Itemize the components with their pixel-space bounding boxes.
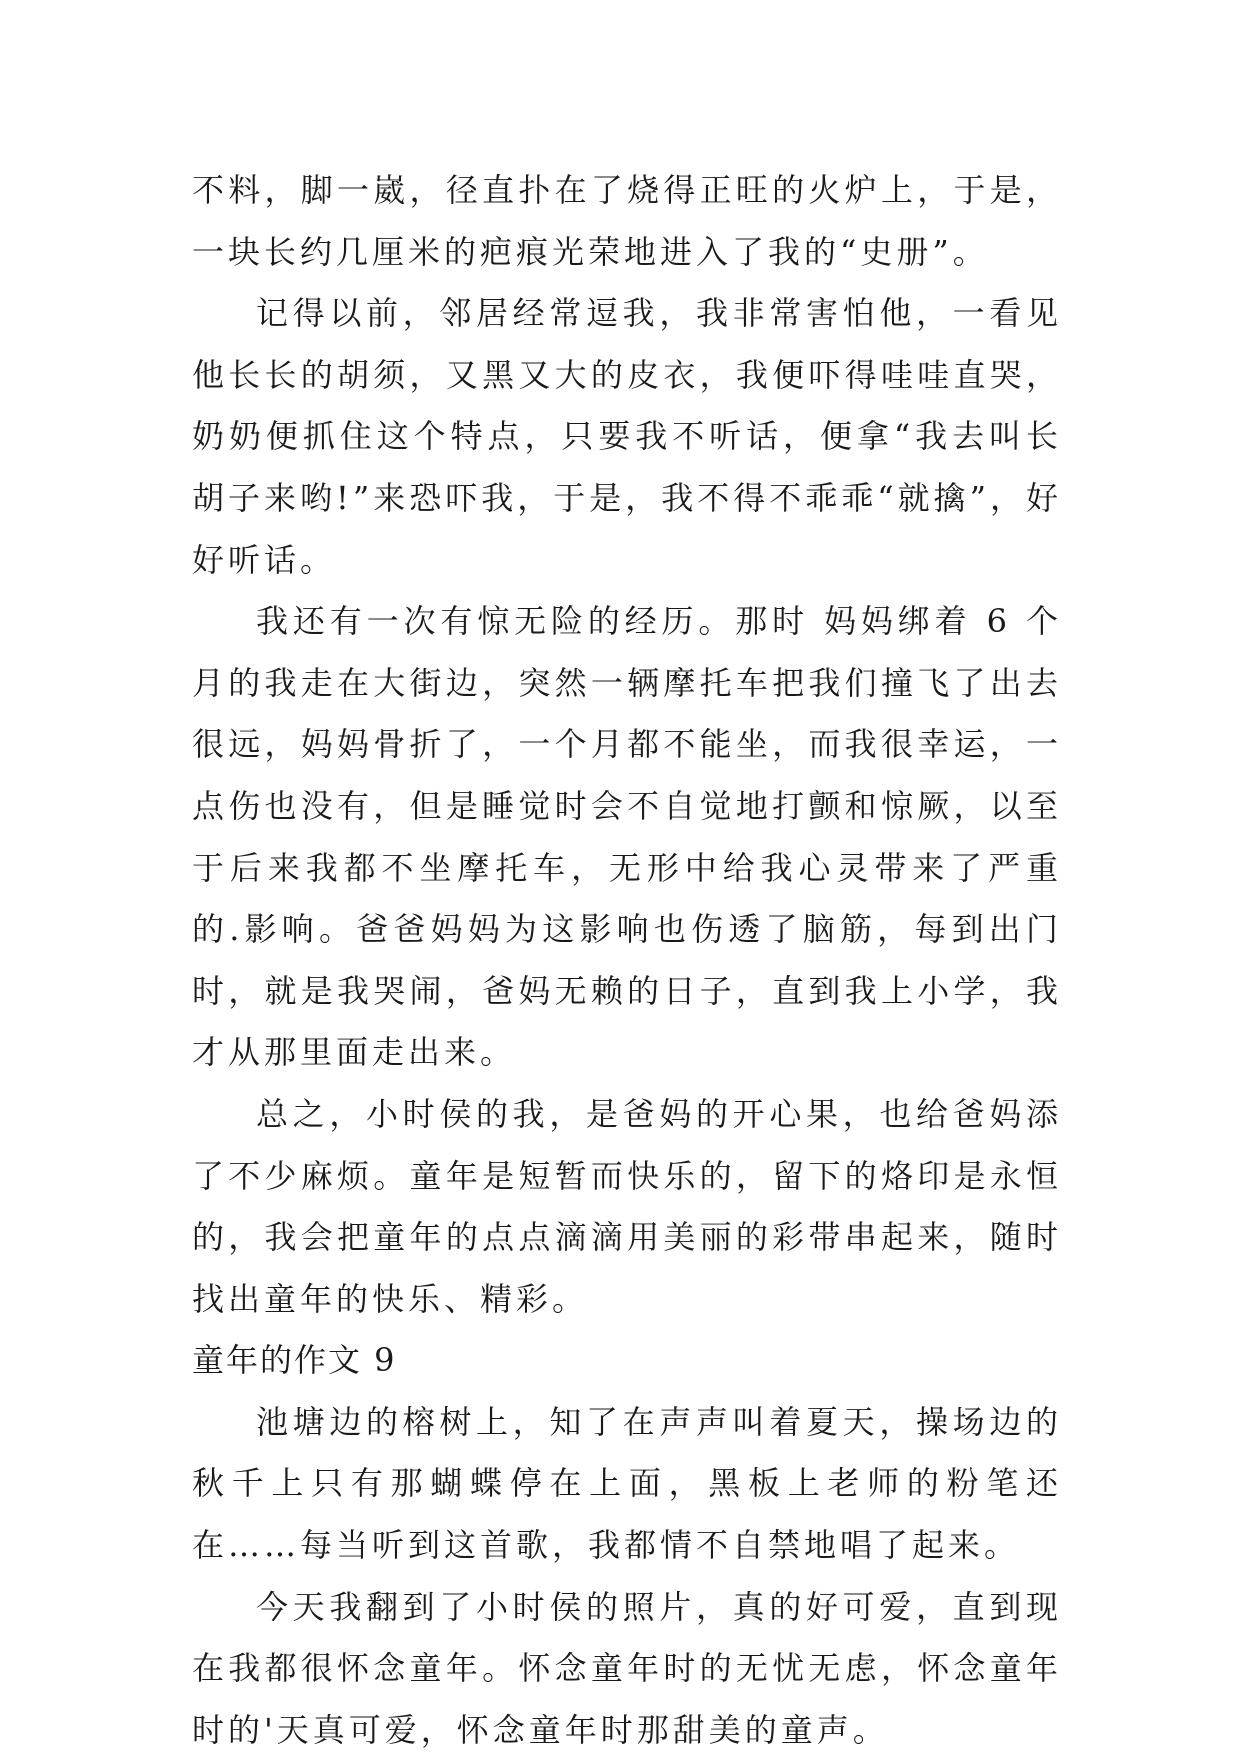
section-heading: 童年的作文 9 xyxy=(192,1341,397,1380)
paragraph-scar-story: 不料，脚一崴，径直扑在了烧得正旺的火炉上，于是，一块长约几厘米的疤痕光荣地进入了我的“史册”。 xyxy=(192,171,1062,271)
paragraph-photos: 今天我翻到了小时侯的照片，真的好可爱，直到现在我都很怀念童年。怀念童年时的无忧无虑，怀念童年时的'天真可爱，怀念童年时那甜美的童声。 xyxy=(192,1587,1062,1749)
paragraph-neighbor-story: 记得以前，邻居经常逗我，我非常害怕他，一看见他长长的胡须，又黑又大的皮衣，我便吓得哇哇直哭，奶奶便抓住这个特点，只要我不听话，便拿“我去叫长胡子来哟!”来恐吓我，于是，我不得不乖乖“就擒”，好好听话。 xyxy=(192,294,1062,579)
paragraph-conclusion: 总之，小时侯的我，是爸妈的开心果，也给爸妈添了不少麻烦。童年是短暂而快乐的，留下的烙印是永恒的，我会把童年的点点滴滴用美丽的彩带串起来，随时找出童年的快乐、精彩。 xyxy=(192,1094,1062,1318)
paragraph-motorcycle-story: 我还有一次有惊无险的经历。那时 妈妈绑着 6 个月的我走在大街边，突然一辆摩托车把我们撞飞了出去很远，妈妈骨折了，一个月都不能坐，而我很幸运，一点伤也没有，但是睡觉时会不自觉地打颤和惊厥，以至于后来我都不坐摩托车，无形中给我心灵带来了严重的.影响。爸爸妈妈为这影响也伤透了脑筋，每到出门时，就是我哭闹，爸妈无赖的日子，直到我上小学，我才从那里面走出来。 xyxy=(192,602,1062,1072)
paragraph-song-lyrics: 池塘边的榕树上，知了在声声叫着夏天，操场边的秋千上只有那蝴蝶停在上面，黑板上老师的粉笔还在……每当听到这首歌，我都情不自禁地唱了起来。 xyxy=(192,1402,1062,1565)
document-body xyxy=(192,160,1062,1761)
